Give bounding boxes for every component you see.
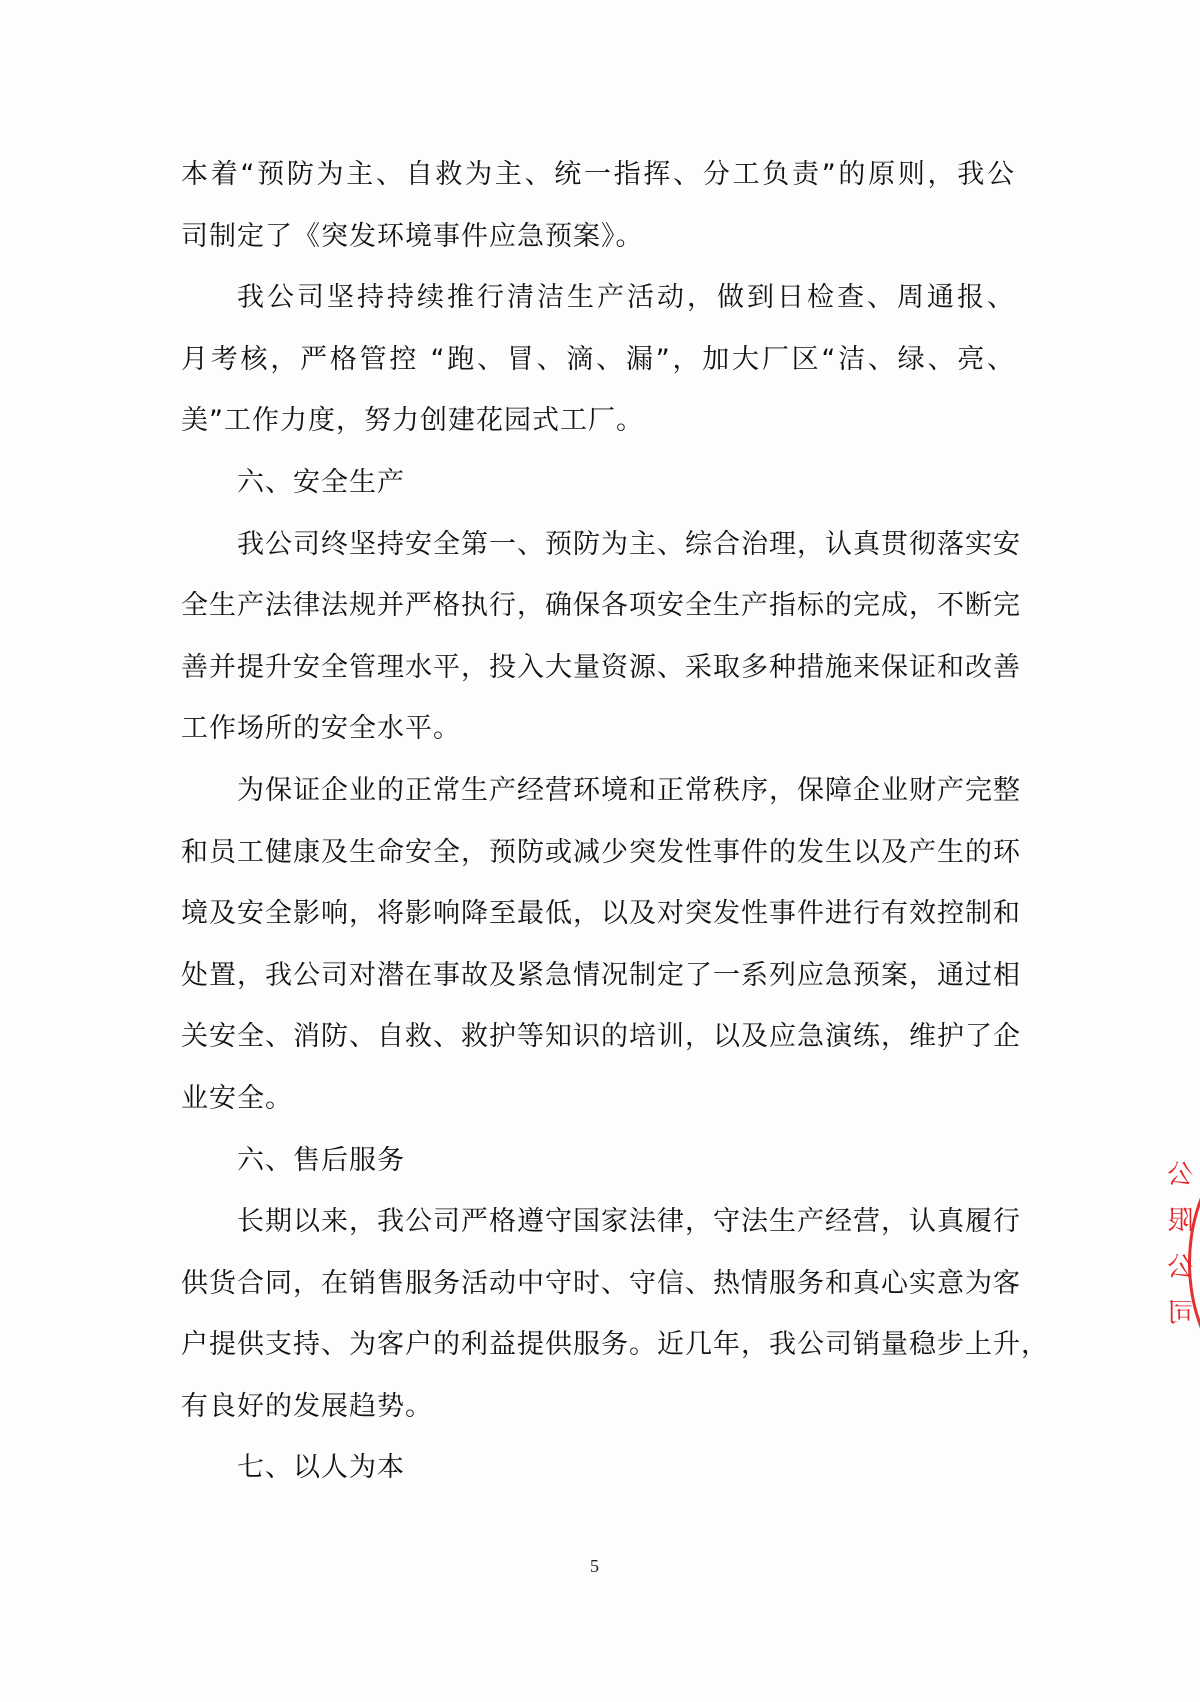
paragraph-line: 为保证企业的正常生产经营环境和正常秩序，保障企业财产完整 [237,774,1021,806]
paragraph-line: 我公司坚持持续推行清洁生产活动，做到日检查、周通报、 [237,282,1015,314]
section-heading-safety: 六、安全生产 [237,466,405,498]
paragraph-line: 月考核，严格管控 “跑、冒、滴、漏”，加大厂区“洁、绿、亮、 [181,343,1015,375]
section-heading-after-sales: 六、售后服务 [237,1144,405,1176]
paragraph-line: 境及安全影响，将影响降至最低，以及对突发性事件进行有效控制和 [181,898,1021,930]
paragraph-line: 关安全、消防、自救、救护等知识的培训，以及应急演练，维护了企 [181,1021,1021,1053]
paragraph-line: 我公司终坚持安全第一、预防为主、综合治理，认真贯彻落实安 [237,528,1021,560]
paragraph-line: 业安全。 [181,1082,293,1114]
paragraph-line: 本着“预防为主、自救为主、统一指挥、分工负责”的原则，我公 [181,159,1015,190]
paragraph-line: 工作场所的安全水平。 [181,713,461,745]
paragraph-line: 美”工作力度，努力创建花园式工厂。 [181,405,644,437]
paragraph-line: 户提供支持、为客户的利益提供服务。近几年，我公司销量稳步上升， [181,1329,1049,1361]
paragraph-line: 和员工健康及生命安全，预防或减少突发性事件的发生以及产生的环 [181,836,1021,868]
section-heading-people-oriented: 七、以人为本 [237,1452,405,1484]
paragraph-line: 全生产法律法规并严格执行，确保各项安全生产指标的完成，不断完 [181,590,1021,622]
seal-text: 公 限 公 司 [1168,1160,1198,1331]
paragraph-line: 供货合同，在销售服务活动中守时、守信、热情服务和真心实意为客 [181,1267,1021,1299]
paragraph-line: 有良好的发展趋势。 [181,1390,433,1422]
company-seal-stamp [1160,1160,1200,1360]
paragraph-line: 司制定了《突发环境事件应急预案》。 [181,220,644,252]
paragraph-line: 善并提升安全管理水平，投入大量资源、采取多种措施来保证和改善 [181,651,1021,683]
document-body [181,155,1049,1510]
paragraph-line: 处置，我公司对潜在事故及紧急情况制定了一系列应急预案，通过相 [181,959,1021,991]
paragraph-line: 长期以来，我公司严格遵守国家法律，守法生产经营，认真履行 [237,1206,1021,1238]
page-number: 5 [590,1556,599,1576]
